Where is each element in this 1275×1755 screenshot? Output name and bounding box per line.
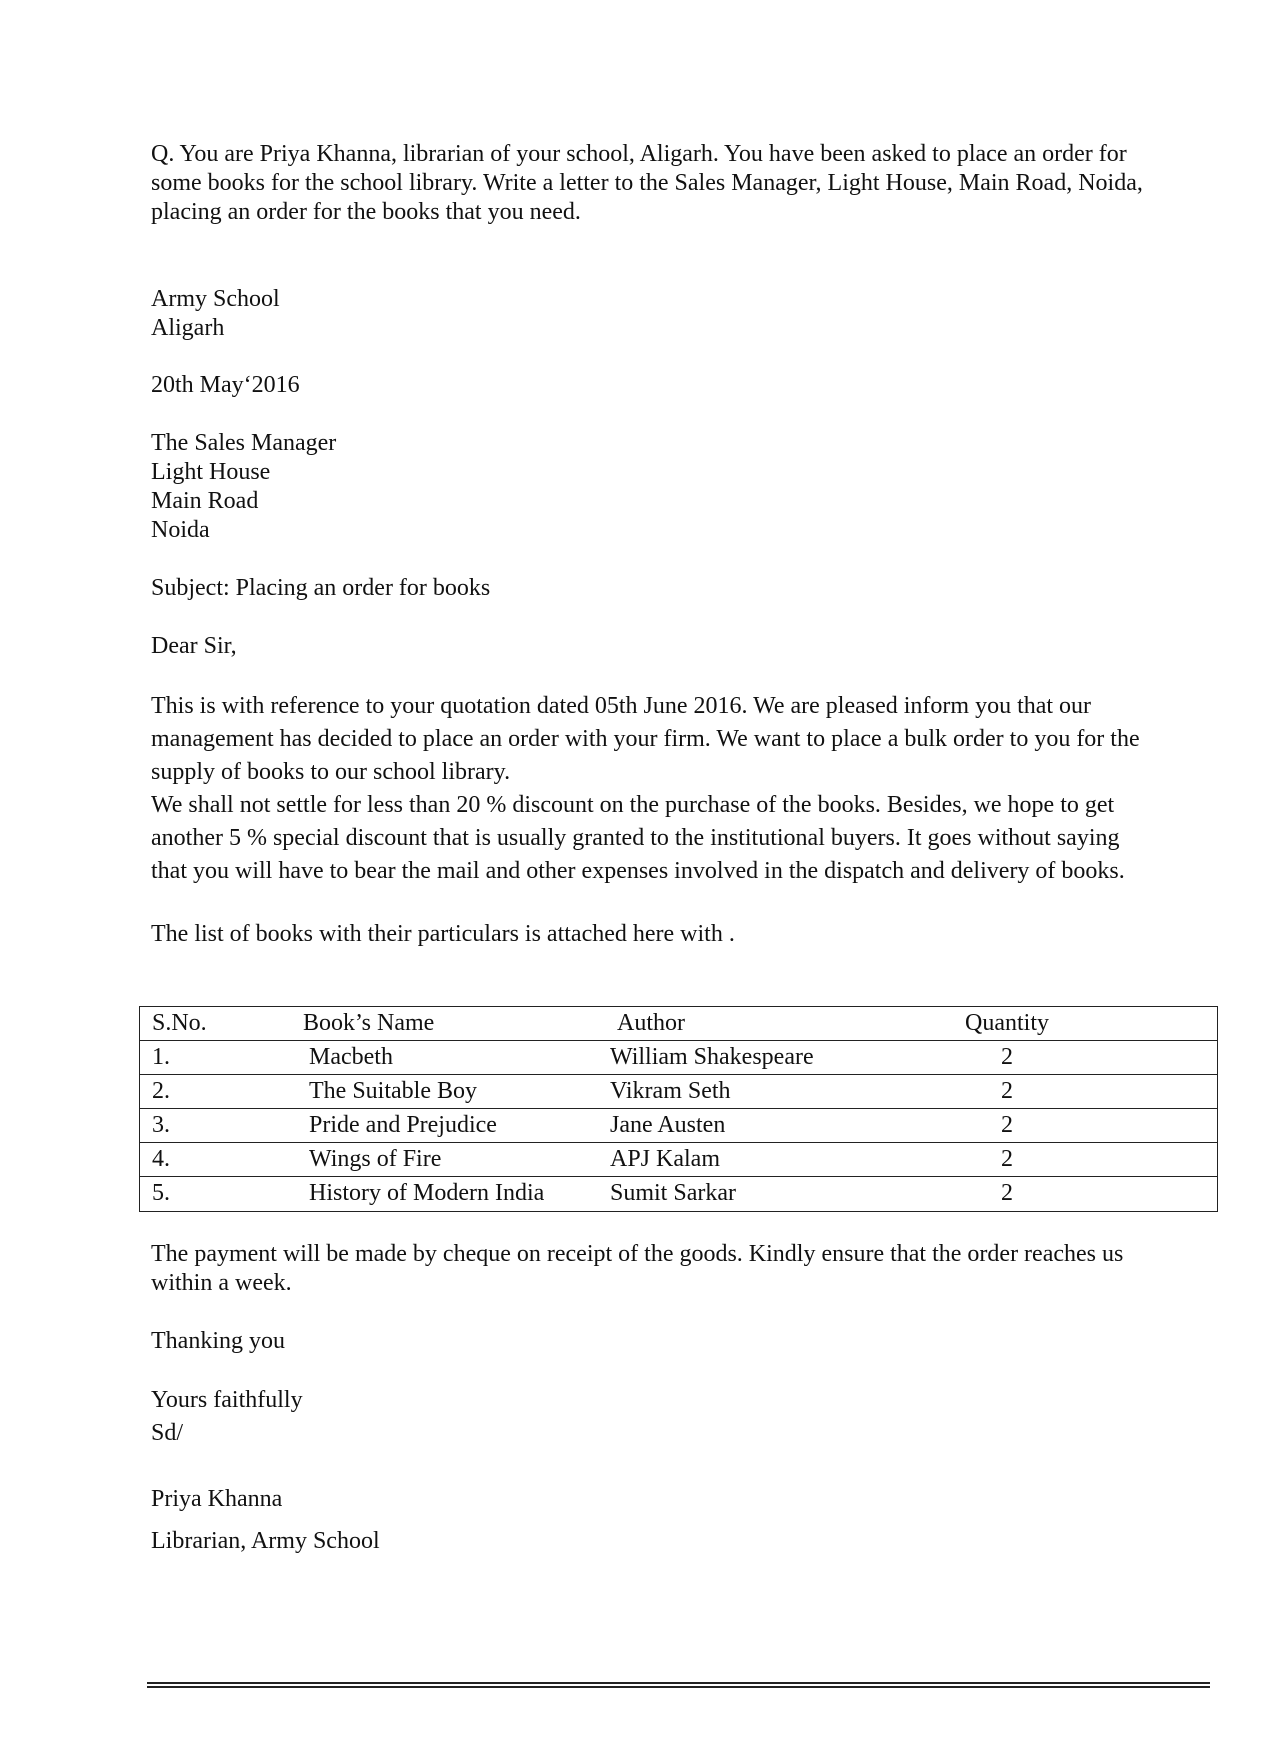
cell-book-name: Pride and Prejudice <box>309 1112 497 1138</box>
cell-sno: 2. <box>152 1078 170 1104</box>
question-line: Q. You are Priya Khanna, librarian of your school, Aligarh. You have been asked to place an order for <box>151 141 1127 167</box>
payment-line: within a week. <box>151 1270 292 1296</box>
table-header-row <box>140 1007 1217 1041</box>
signer-name: Priya Khanna <box>151 1486 283 1512</box>
letter-body <box>151 690 1211 888</box>
body-line: that you will have to bear the mail and other expenses involved in the dispatch and delivery of books. <box>151 858 1125 884</box>
subject-line: Subject: Placing an order for books <box>151 575 491 601</box>
sender-address <box>151 285 1211 343</box>
cell-book-name: History of Modern India <box>309 1180 545 1206</box>
cell-author: Sumit Sarkar <box>610 1180 736 1206</box>
table-row <box>140 1041 1217 1075</box>
closing-line: Yours faithfully <box>151 1387 303 1413</box>
signer-designation: Librarian, Army School <box>151 1528 380 1554</box>
question-line: placing an order for the books that you need. <box>151 199 581 225</box>
body-line: We shall not settle for less than 20 % discount on the purchase of the books. Besides, we hope to get <box>151 792 1115 818</box>
cell-author: Jane Austen <box>610 1112 726 1138</box>
cell-quantity: 2 <box>1001 1112 1013 1138</box>
header-author: Author <box>617 1010 685 1036</box>
header-book-name: Book’s Name <box>303 1010 435 1036</box>
books-table <box>139 1006 1218 1212</box>
letter-date: 20th May‘2016 <box>151 372 300 398</box>
list-note: The list of books with their particulars is attached here with . <box>151 921 735 947</box>
cell-sno: 1. <box>152 1044 170 1070</box>
thanks-line: Thanking you <box>151 1328 285 1354</box>
cell-quantity: 2 <box>1001 1078 1013 1104</box>
cell-quantity: 2 <box>1001 1180 1013 1206</box>
sender-line: Army School <box>151 286 280 312</box>
question-prompt <box>151 140 1211 227</box>
recipient-line: The Sales Manager <box>151 430 337 456</box>
sender-line: Aligarh <box>151 315 225 341</box>
recipient-line: Noida <box>151 517 210 543</box>
body-line: supply of books to our school library. <box>151 759 511 785</box>
complimentary-close <box>151 1384 1211 1450</box>
cell-book-name: The Suitable Boy <box>309 1078 477 1104</box>
cell-sno: 4. <box>152 1146 170 1172</box>
header-quantity: Quantity <box>965 1010 1049 1036</box>
body-line: another 5 % special discount that is usually granted to the institutional buyers. It goes without saying <box>151 825 1120 851</box>
body-line: management has decided to place an order with your firm. We want to place a bulk order to you for the <box>151 726 1140 752</box>
salutation: Dear Sir, <box>151 633 237 659</box>
recipient-line: Main Road <box>151 488 259 514</box>
body-line: This is with reference to your quotation dated 05th June 2016. We are pleased inform you that our <box>151 693 1092 719</box>
footer-rule <box>147 1682 1210 1684</box>
question-line: some books for the school library. Write a letter to the Sales Manager, Light House, Main Road, Noida, <box>151 170 1143 196</box>
payment-line: The payment will be made by cheque on receipt of the goods. Kindly ensure that the order reaches us <box>151 1241 1124 1267</box>
recipient-line: Light House <box>151 459 271 485</box>
cell-author: APJ Kalam <box>610 1146 720 1172</box>
closing-line: Sd/ <box>151 1420 184 1446</box>
table-row <box>140 1109 1217 1143</box>
recipient-address <box>151 429 1211 545</box>
table-row <box>140 1143 1217 1177</box>
cell-quantity: 2 <box>1001 1146 1013 1172</box>
cell-book-name: Wings of Fire <box>309 1146 442 1172</box>
table-row <box>140 1177 1217 1211</box>
footer-rule <box>147 1686 1210 1688</box>
header-sno: S.No. <box>152 1010 207 1036</box>
cell-author: Vikram Seth <box>610 1078 731 1104</box>
cell-quantity: 2 <box>1001 1044 1013 1070</box>
payment-note <box>151 1240 1211 1298</box>
cell-author: William Shakespeare <box>610 1044 814 1070</box>
table-row <box>140 1075 1217 1109</box>
cell-sno: 5. <box>152 1180 170 1206</box>
cell-book-name: Macbeth <box>309 1044 393 1070</box>
cell-sno: 3. <box>152 1112 170 1138</box>
